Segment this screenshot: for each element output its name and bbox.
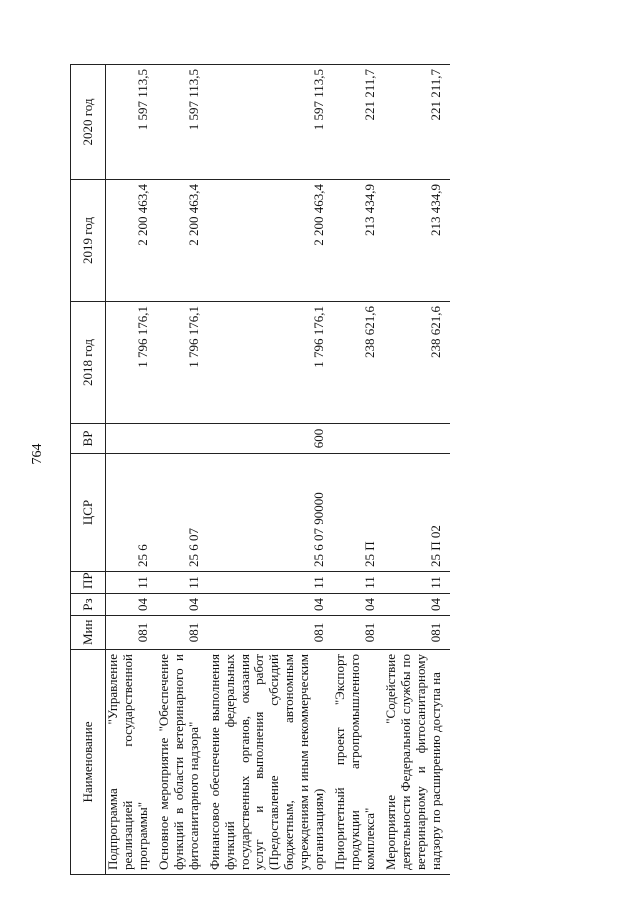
row-value-2020: 1 597 113,5 [208,65,334,180]
row-name: Мероприятие "Содействие деятельности Федеральной службы по ветеринарному и фитосанитарному надзору по расширению доступа на [384,650,450,875]
row-pr: 11 [157,572,208,594]
page-number: 764 [30,443,45,465]
row-rz: 04 [157,594,208,616]
row-vr [384,424,450,454]
col-header-rz: Рз [71,594,106,616]
table-row [106,65,157,875]
row-csr: 25 П 02 [384,454,450,572]
col-header-pr: ПР [71,572,106,594]
row-min: 081 [106,616,157,650]
table-row [333,65,384,875]
row-rz: 04 [384,594,450,616]
row-csr: 25 П [333,454,384,572]
col-header-name: Наименование [71,650,106,875]
row-rz: 04 [208,594,334,616]
row-pr: 11 [333,572,384,594]
row-value-2019: 2 200 463,4 [157,180,208,302]
row-value-2019: 2 200 463,4 [106,180,157,302]
col-header-csr: ЦСР [71,454,106,572]
row-vr [333,424,384,454]
row-value-2019: 213 434,9 [333,180,384,302]
table-row [208,65,334,875]
row-name: Приоритетный проект "Экспорт продукции агропромышленного комплекса" [333,650,384,875]
row-pr: 11 [106,572,157,594]
row-value-2020: 221 211,7 [333,65,384,180]
row-min: 081 [384,616,450,650]
row-min: 081 [208,616,334,650]
row-name: Финансовое обеспечение выполнения функций федеральных государственных органов, оказания услуг и выполнения работ (Предоставление субсидий бюджетным, автономным учреждениям и иным некоммерческим организациям) [208,650,334,875]
row-value-2018: 1 796 176,1 [106,302,157,424]
row-value-2019: 2 200 463,4 [208,180,334,302]
row-value-2018: 1 796 176,1 [157,302,208,424]
row-pr: 11 [208,572,334,594]
row-pr: 11 [384,572,450,594]
col-header-2020: 2020 год [71,65,106,180]
row-name: Подпрограмма "Управление реализацией государственной программы" [106,650,157,875]
row-value-2020: 1 597 113,5 [106,65,157,180]
table-row [157,65,208,875]
table-row [384,65,450,875]
row-vr [157,424,208,454]
row-value-2018: 238 621,6 [384,302,450,424]
col-header-2018: 2018 год [71,302,106,424]
budget-table [70,64,450,875]
row-csr: 25 6 07 [157,454,208,572]
col-header-vr: ВР [71,424,106,454]
row-value-2020: 1 597 113,5 [157,65,208,180]
row-name: Основное мероприятие "Обеспечение функций в области ветеринарного и фитосанитарного надзора" [157,650,208,875]
budget-table-wrapper [70,65,610,875]
row-value-2018: 1 796 176,1 [208,302,334,424]
row-csr: 25 6 07 90000 [208,454,334,572]
row-vr: 600 [208,424,334,454]
row-vr [106,424,157,454]
row-rz: 04 [333,594,384,616]
row-value-2020: 221 211,7 [384,65,450,180]
row-rz: 04 [106,594,157,616]
row-value-2018: 238 621,6 [333,302,384,424]
row-value-2019: 213 434,9 [384,180,450,302]
row-min: 081 [333,616,384,650]
col-header-2019: 2019 год [71,180,106,302]
row-min: 081 [157,616,208,650]
header-row [71,65,106,875]
col-header-min: Мин [71,616,106,650]
row-csr: 25 6 [106,454,157,572]
